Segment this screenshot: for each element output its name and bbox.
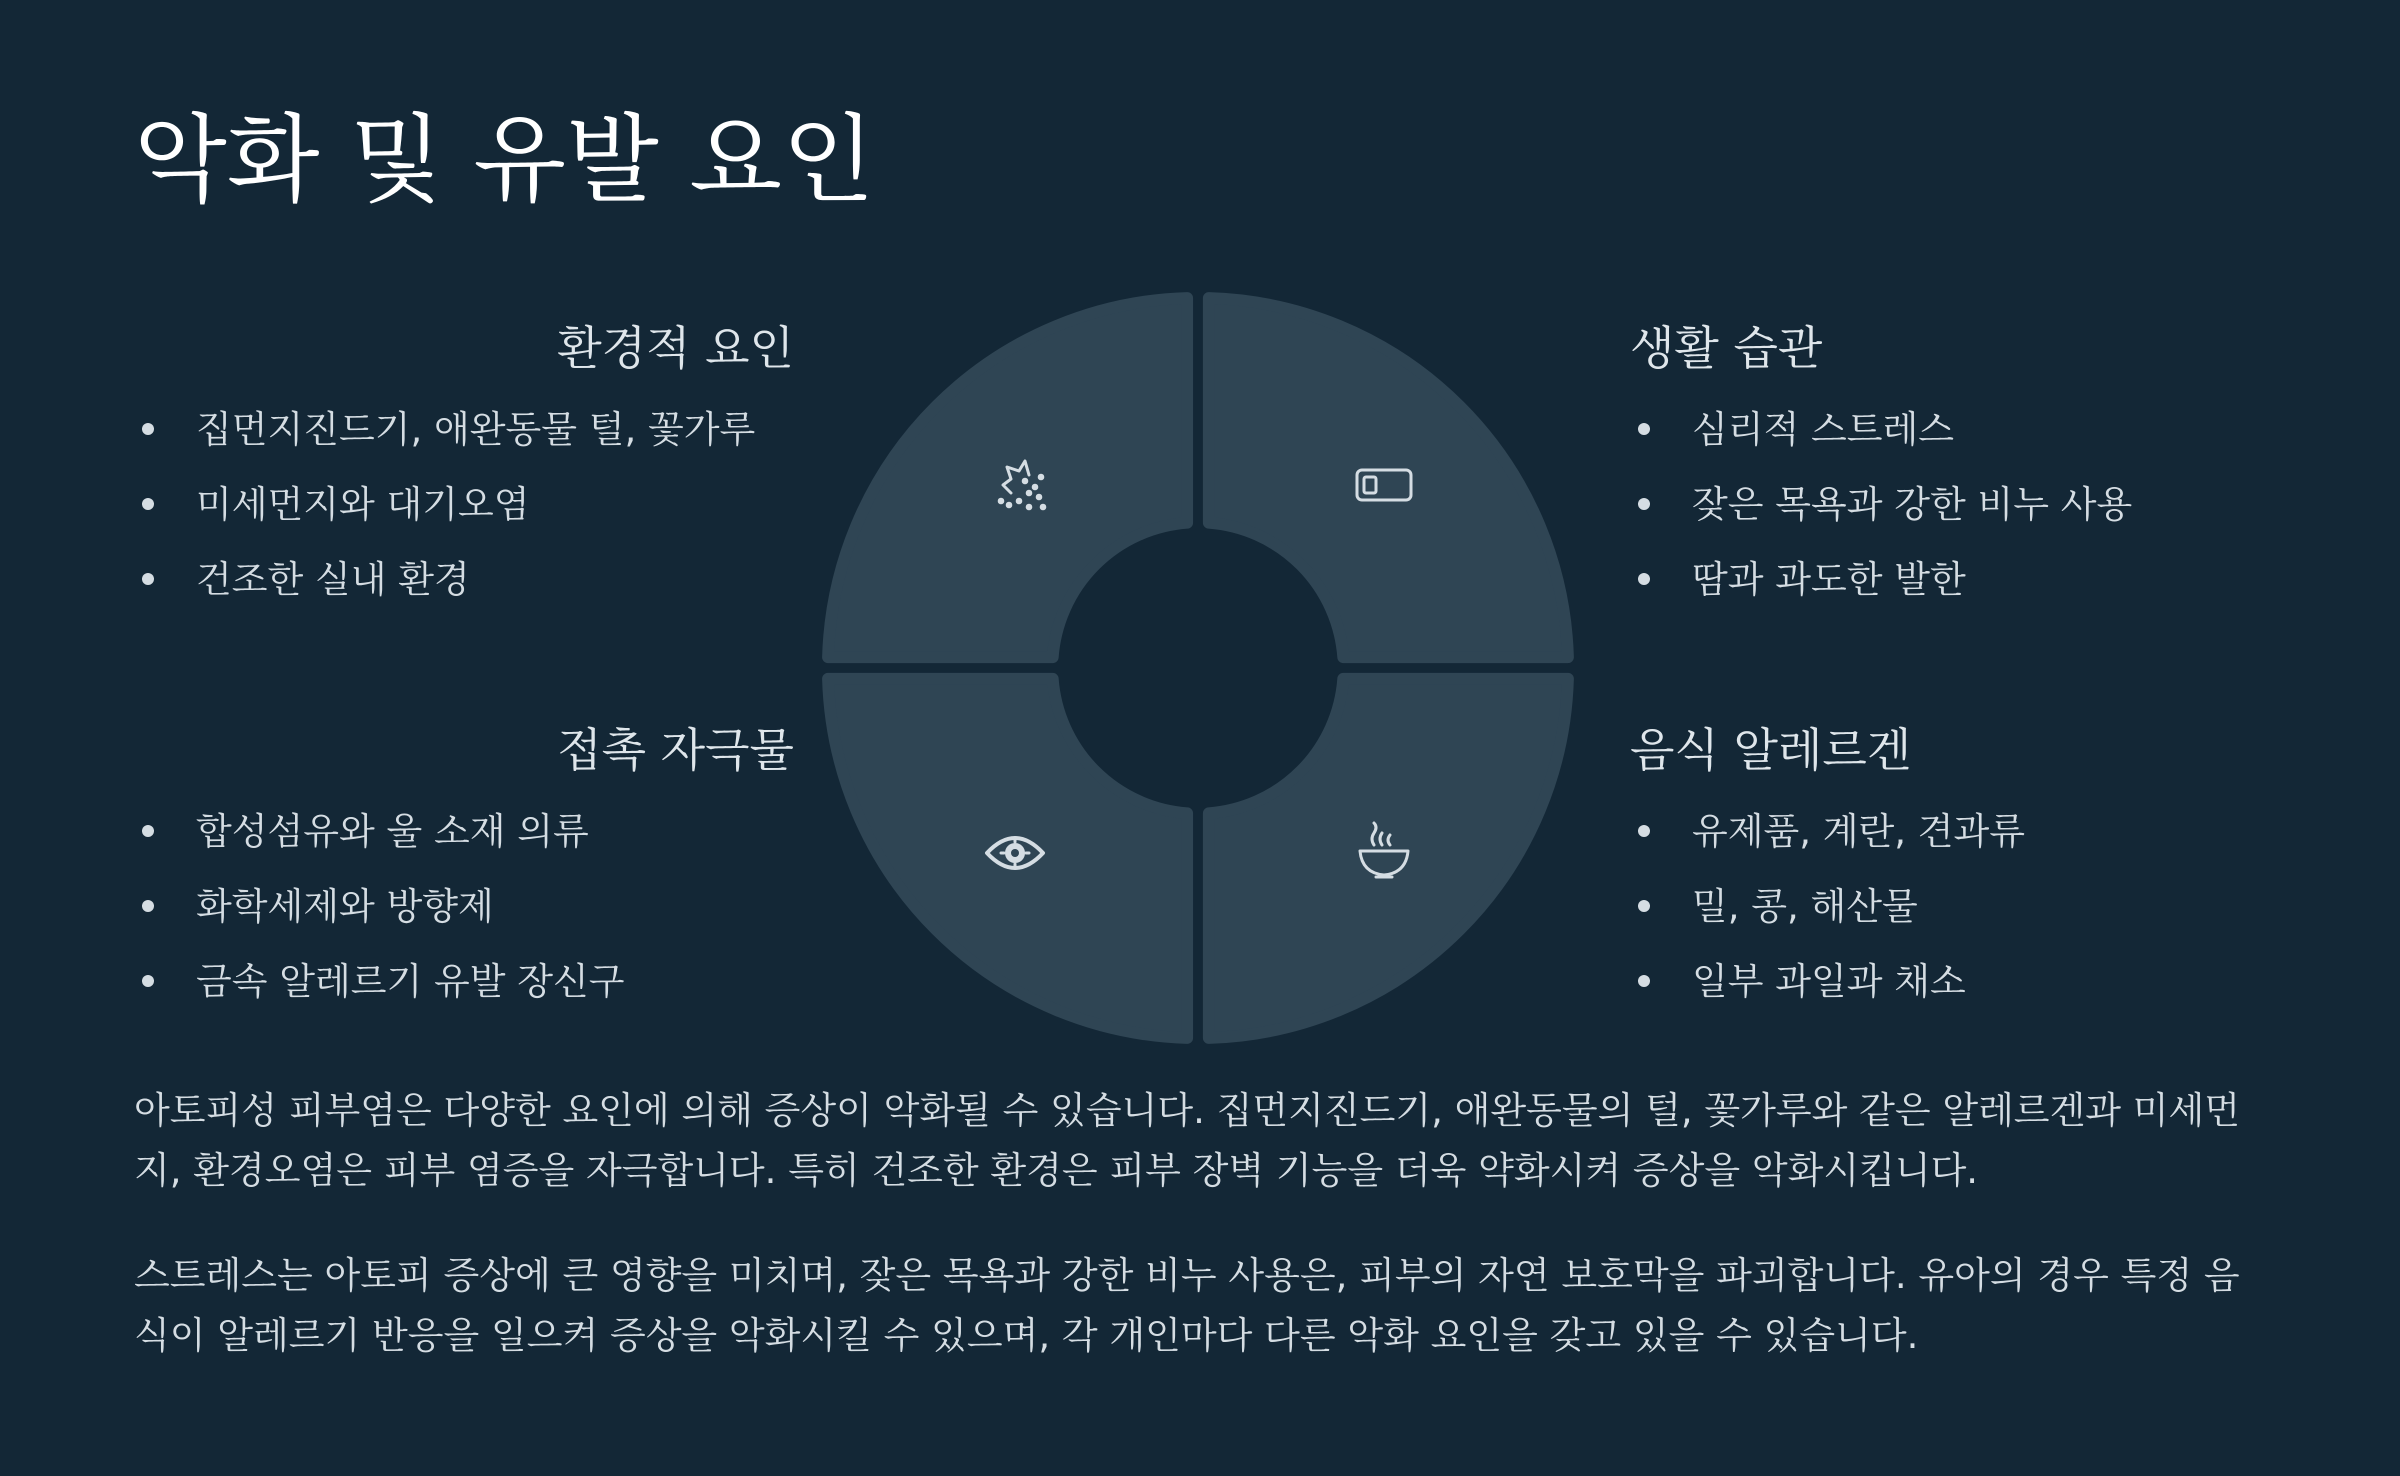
section-environmental-factors [134,316,794,617]
bullet-dot [142,573,154,585]
list-item-text: 금속 알레르기 유발 장신구 [196,960,625,1003]
section-food-allergens [1630,718,2290,1019]
list-item-text: 유제품, 계란, 견과류 [1692,810,2025,853]
bullet-list [1630,794,2290,1019]
bullet-dot [142,975,154,987]
list-item [134,542,794,617]
body-paragraph: 스트레스는 아토피 증상에 큰 영향을 미치며, 잦은 목욕과 강한 비누 사용은, 피부의 자연 보호막을 파괴합니다. 유아의 경우 특정 음식이 알레르기 반응을 일으켜 증상을 악화시킬 수 있으며, 각 개인마다 다른 악화 요인을 갖고 있을 수 있습니다. [134,1254,2240,1357]
section-heading: 생활 습관 [1630,321,1823,375]
bullet-list [1630,392,2290,617]
list-item [134,392,794,467]
bullet-dot [1638,573,1650,585]
list-item [134,794,794,869]
list-item-text: 밀, 콩, 해산물 [1692,885,1918,928]
body-paragraph: 아토피성 피부염은 다양한 요인에 의해 증상이 악화될 수 있습니다. 집먼지진드기, 애완동물의 털, 꽃가루와 같은 알레르겐과 미세먼지, 환경오염은 피부 염증을 자극합니다. 특히 건조한 환경은 피부 장벽 기능을 더욱 약화시켜 증상을 악화시킵니다. [134,1089,2241,1192]
list-item [1630,944,2290,1019]
bullet-dot [142,825,154,837]
list-item-text: 잦은 목욕과 강한 비누 사용 [1692,483,2133,526]
list-item-text: 집먼지진드기, 애완동물 털, 꽃가루 [196,408,756,451]
page-title: 악화 및 유발 요인 [134,104,875,216]
segment-environmental [828,298,1187,657]
list-item-text: 화학세제와 방향제 [196,885,494,928]
list-item-text: 건조한 실내 환경 [196,558,470,601]
bullet-dot [142,423,154,435]
list-item-text: 미세먼지와 대기오염 [196,483,530,526]
bullet-dot [1638,975,1650,987]
section-contact-irritants [134,718,794,1019]
list-item [1630,794,2290,869]
bullet-dot [142,900,154,912]
section-heading: 음식 알레르겐 [1630,723,1912,777]
list-item-text: 심리적 스트레스 [1692,408,1954,451]
segment-lifestyle [1209,298,1568,657]
bullet-dot [1638,900,1650,912]
quadrant-ring-diagram [822,292,1574,1044]
bullet-list [134,392,794,617]
bullet-dot [1638,825,1650,837]
list-item [134,869,794,944]
list-item [1630,392,2290,467]
segment-food [1209,679,1568,1038]
section-heading: 접촉 자극물 [557,723,794,777]
list-item [134,467,794,542]
list-item [1630,542,2290,617]
list-item [134,944,794,1019]
list-item-text: 합성섬유와 울 소재 의류 [196,810,589,853]
section-lifestyle-habits [1630,316,2290,617]
bullet-dot [142,498,154,510]
list-item [1630,869,2290,944]
bullet-dot [1638,423,1650,435]
section-heading: 환경적 요인 [557,321,794,375]
list-item-text: 일부 과일과 채소 [1692,960,1966,1003]
list-item-text: 땀과 과도한 발한 [1692,558,1966,601]
list-item [1630,467,2290,542]
bullet-dot [1638,498,1650,510]
bullet-list [134,794,794,1019]
